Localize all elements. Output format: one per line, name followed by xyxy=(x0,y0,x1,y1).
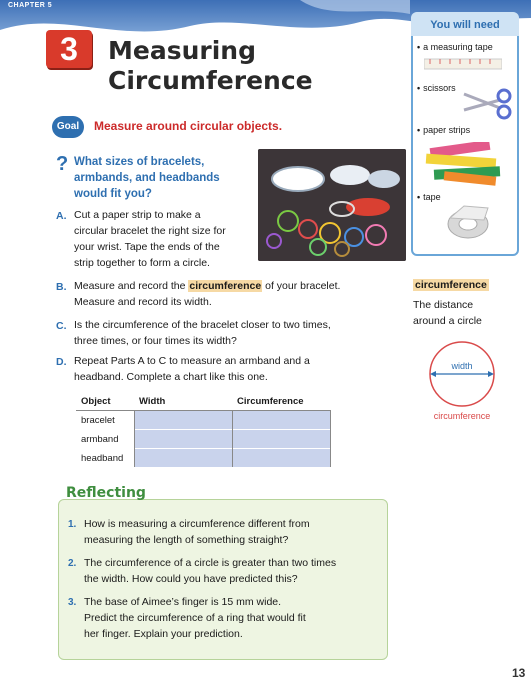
lesson-number: 3 xyxy=(46,30,92,68)
material-label: a measuring tape xyxy=(423,42,493,52)
column-header: Object xyxy=(76,393,134,411)
step-text-part: of your bracelet. xyxy=(262,280,341,292)
tape-roll-icon xyxy=(444,198,494,247)
scissors-icon xyxy=(460,86,512,125)
step-a xyxy=(74,207,226,271)
step-letter: B. xyxy=(56,281,67,293)
reflect-line: her finger. Explain your prediction. xyxy=(84,628,243,640)
page-title xyxy=(108,36,313,96)
empty-cell xyxy=(134,411,232,430)
reflect-number: 2. xyxy=(68,558,77,569)
goal-badge: Goal xyxy=(52,116,84,138)
reflect-question-3 xyxy=(84,594,306,642)
glossary-definition xyxy=(413,297,513,329)
arrow-left-icon xyxy=(430,371,436,377)
row-label: armband xyxy=(76,430,134,449)
paper-strips-icon xyxy=(424,142,508,191)
step-line: Repeat Parts A to C to measure an armband and a xyxy=(74,355,310,367)
page-number: 13 xyxy=(512,666,526,680)
reflect-number: 3. xyxy=(68,597,77,608)
question-line: armbands, and headbands xyxy=(74,172,220,184)
step-d xyxy=(74,353,310,385)
material-label: scissors xyxy=(423,83,456,93)
guiding-question xyxy=(74,154,254,202)
empty-cell xyxy=(232,430,330,449)
material-item: • scissors xyxy=(417,83,456,93)
step-line: headband. Complete a chart like this one. xyxy=(74,371,268,383)
material-label: paper strips xyxy=(423,125,471,135)
diagram-width-label: width xyxy=(451,361,473,371)
definition-line: The distance xyxy=(413,299,474,311)
reflect-question-1 xyxy=(84,516,310,548)
definition-line: around a circle xyxy=(413,315,482,327)
step-b xyxy=(74,278,340,310)
question-line: What sizes of bracelets, xyxy=(74,156,205,168)
reflect-line: Predict the circumference of a ring that would fit xyxy=(84,612,306,624)
table-row xyxy=(76,411,330,430)
material-label: tape xyxy=(423,192,441,202)
reflect-line: The circumference of a circle is greater than two times xyxy=(84,557,337,569)
reflect-line: The base of Aimee’s finger is 15 mm wide. xyxy=(84,596,282,608)
step-line: circular bracelet the right size for xyxy=(74,225,226,237)
material-item: • a measuring tape xyxy=(417,42,493,52)
title-line-2: Circumference xyxy=(108,66,313,95)
title-line-1: Measuring xyxy=(108,36,256,65)
empty-cell xyxy=(134,449,232,468)
step-line xyxy=(74,278,340,294)
empty-cell xyxy=(232,449,330,468)
material-item: • tape xyxy=(417,192,441,202)
measurement-chart xyxy=(76,393,331,467)
table-row xyxy=(76,430,330,449)
circle-diagram xyxy=(424,340,504,435)
table-row xyxy=(76,449,330,468)
empty-cell xyxy=(134,430,232,449)
reflect-line: How is measuring a circumference different from xyxy=(84,518,310,530)
step-line: your wrist. Tape the ends of the xyxy=(74,241,220,253)
question-mark-icon: ? xyxy=(56,153,69,175)
step-c xyxy=(74,317,331,349)
step-line: Cut a paper strip to make a xyxy=(74,209,201,221)
step-line: strip together to form a circle. xyxy=(74,257,210,269)
step-line: Measure and record its width. xyxy=(74,296,212,308)
table-header-row xyxy=(76,393,330,411)
column-header: Width xyxy=(134,393,232,411)
row-label: bracelet xyxy=(76,411,134,430)
goal-text: Measure around circular objects. xyxy=(94,119,283,133)
circumference-term: circumference xyxy=(189,280,262,292)
reflect-line: the width. How could you have predicted this? xyxy=(84,573,298,585)
step-letter: C. xyxy=(56,320,67,332)
diagram-circumference-label: circumference xyxy=(433,411,491,421)
column-header: Circumference xyxy=(232,393,330,411)
reflect-line: measuring the length of something straight? xyxy=(84,534,289,546)
question-line: would fit you? xyxy=(74,188,152,200)
materials-heading: You will need xyxy=(411,12,519,36)
bracelets-photo xyxy=(258,149,406,261)
step-line: three times, or four times its width? xyxy=(74,335,237,347)
step-text-part: Measure and record the xyxy=(74,280,189,292)
glossary-term: circumference xyxy=(415,279,487,291)
reflecting-title: Reflecting xyxy=(66,485,146,501)
reflect-question-2 xyxy=(84,555,336,587)
measuring-tape-icon xyxy=(424,57,502,75)
chapter-label: CHAPTER 5 xyxy=(8,2,53,9)
step-line: Is the circumference of the bracelet closer to two times, xyxy=(74,319,331,331)
reflect-number: 1. xyxy=(68,519,77,530)
step-letter: A. xyxy=(56,210,67,222)
arrow-right-icon xyxy=(488,371,494,377)
empty-cell xyxy=(232,411,330,430)
material-item: • paper strips xyxy=(417,125,471,135)
row-label: headband xyxy=(76,449,134,468)
step-letter: D. xyxy=(56,356,67,368)
